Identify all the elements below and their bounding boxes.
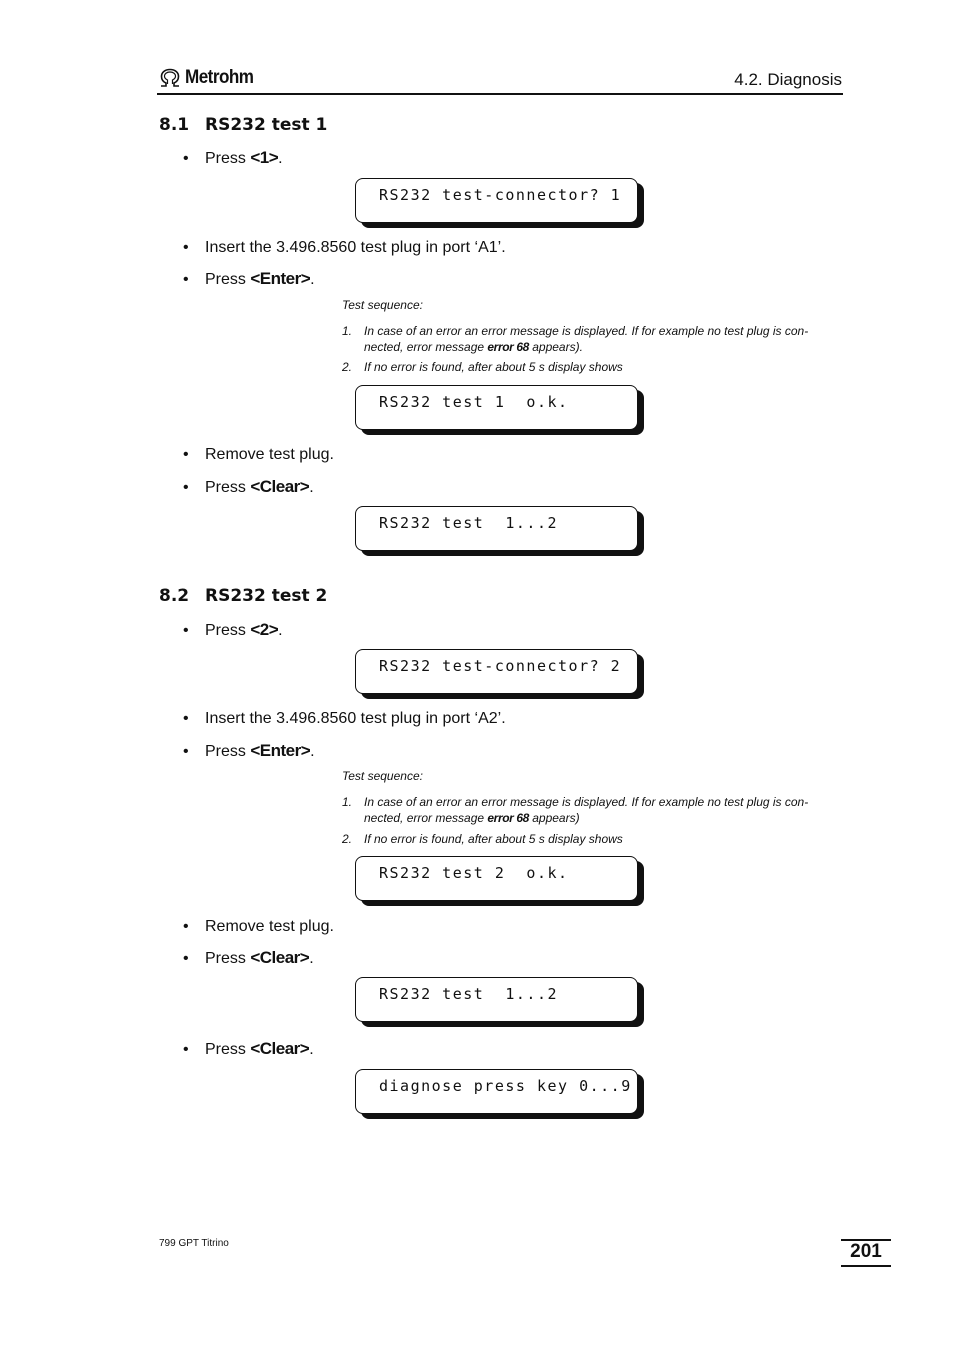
note-item: 1. In case of an error an error message is displayed. If for example no test plug is con-nected, error message error 68 appears). <box>342 324 809 354</box>
bullet-icon: • <box>183 918 189 935</box>
section-heading-8-2 <box>159 586 327 606</box>
bullet-icon: • <box>183 479 189 496</box>
metrohm-omega-icon <box>159 68 181 88</box>
error-code: error 68 <box>487 811 529 825</box>
display-panel <box>355 856 638 901</box>
page-number: 201 <box>850 1241 882 1262</box>
note-item: 2. If no error is found, after about 5 s display shows <box>342 360 623 374</box>
display-panel <box>355 1069 638 1114</box>
bullet-icon: • <box>183 950 189 967</box>
header-divider <box>157 93 843 95</box>
step-press-2: • Press <2>. <box>183 620 283 639</box>
section-heading-text: RS232 test 1 <box>205 115 328 135</box>
bullet-icon: • <box>183 622 189 639</box>
step-press-clear: • Press <Clear>. <box>183 948 314 967</box>
display-panel <box>355 506 638 551</box>
step-press-enter: • Press <Enter>. <box>183 741 315 760</box>
display-text: RS232 test-connector? 2 <box>379 657 622 675</box>
bullet-icon: • <box>183 446 189 463</box>
bullet-icon: • <box>183 1041 189 1058</box>
section-number: 8.1 <box>159 115 190 135</box>
display-text: RS232 test 2 o.k. <box>379 864 569 882</box>
display-panel <box>355 178 638 223</box>
bullet-icon: • <box>183 150 189 167</box>
step-insert-plug: • Insert the 3.496.8560 test plug in port ‘A1’. <box>183 239 506 256</box>
key-label: <Enter> <box>250 269 311 288</box>
display-panel <box>355 385 638 430</box>
key-label: <Clear> <box>250 477 310 496</box>
step-press-enter: • Press <Enter>. <box>183 269 315 288</box>
section-title: 4.2. Diagnosis <box>734 70 842 89</box>
key-label: <Clear> <box>250 1039 310 1058</box>
step-press-clear: • Press <Clear>. <box>183 477 314 496</box>
bullet-icon: • <box>183 743 189 760</box>
bullet-icon: • <box>183 710 189 727</box>
page-number-rule-bottom <box>841 1265 891 1267</box>
metrohm-logo <box>159 66 261 90</box>
key-label: <2> <box>250 620 279 639</box>
display-text: RS232 test 1 o.k. <box>379 393 569 411</box>
step-remove-plug: • Remove test plug. <box>183 446 334 463</box>
step-press-clear: • Press <Clear>. <box>183 1039 314 1058</box>
bullet-icon: • <box>183 271 189 288</box>
display-text: RS232 test 1...2 <box>379 514 559 532</box>
step-insert-plug: • Insert the 3.496.8560 test plug in port ‘A2’. <box>183 710 506 727</box>
section-number: 8.2 <box>159 586 190 606</box>
display-text: RS232 test-connector? 1 <box>379 186 622 204</box>
key-label: <1> <box>250 148 279 167</box>
note-item: 1. In case of an error an error message is displayed. If for example no test plug is con-nected, error message error 68 appears) <box>342 795 809 825</box>
key-label: <Enter> <box>250 741 311 760</box>
footer-product: 799 GPT Titrino <box>159 1238 229 1249</box>
error-code: error 68 <box>487 340 529 354</box>
bullet-icon: • <box>183 239 189 256</box>
section-heading-text: RS232 test 2 <box>205 586 328 606</box>
section-heading-8-1 <box>159 115 327 135</box>
note-title: Test sequence: <box>342 298 423 312</box>
note-title: Test sequence: <box>342 769 423 783</box>
display-panel <box>355 649 638 694</box>
display-panel <box>355 977 638 1022</box>
key-label: <Clear> <box>250 948 310 967</box>
note-item: 2. If no error is found, after about 5 s display shows <box>342 832 623 846</box>
display-text: RS232 test 1...2 <box>379 985 559 1003</box>
display-text: diagnose press key 0...9 <box>379 1077 632 1095</box>
step-press-1: • Press <1>. <box>183 148 283 167</box>
brand-name: Metrohm <box>185 67 254 88</box>
step-remove-plug: • Remove test plug. <box>183 918 334 935</box>
